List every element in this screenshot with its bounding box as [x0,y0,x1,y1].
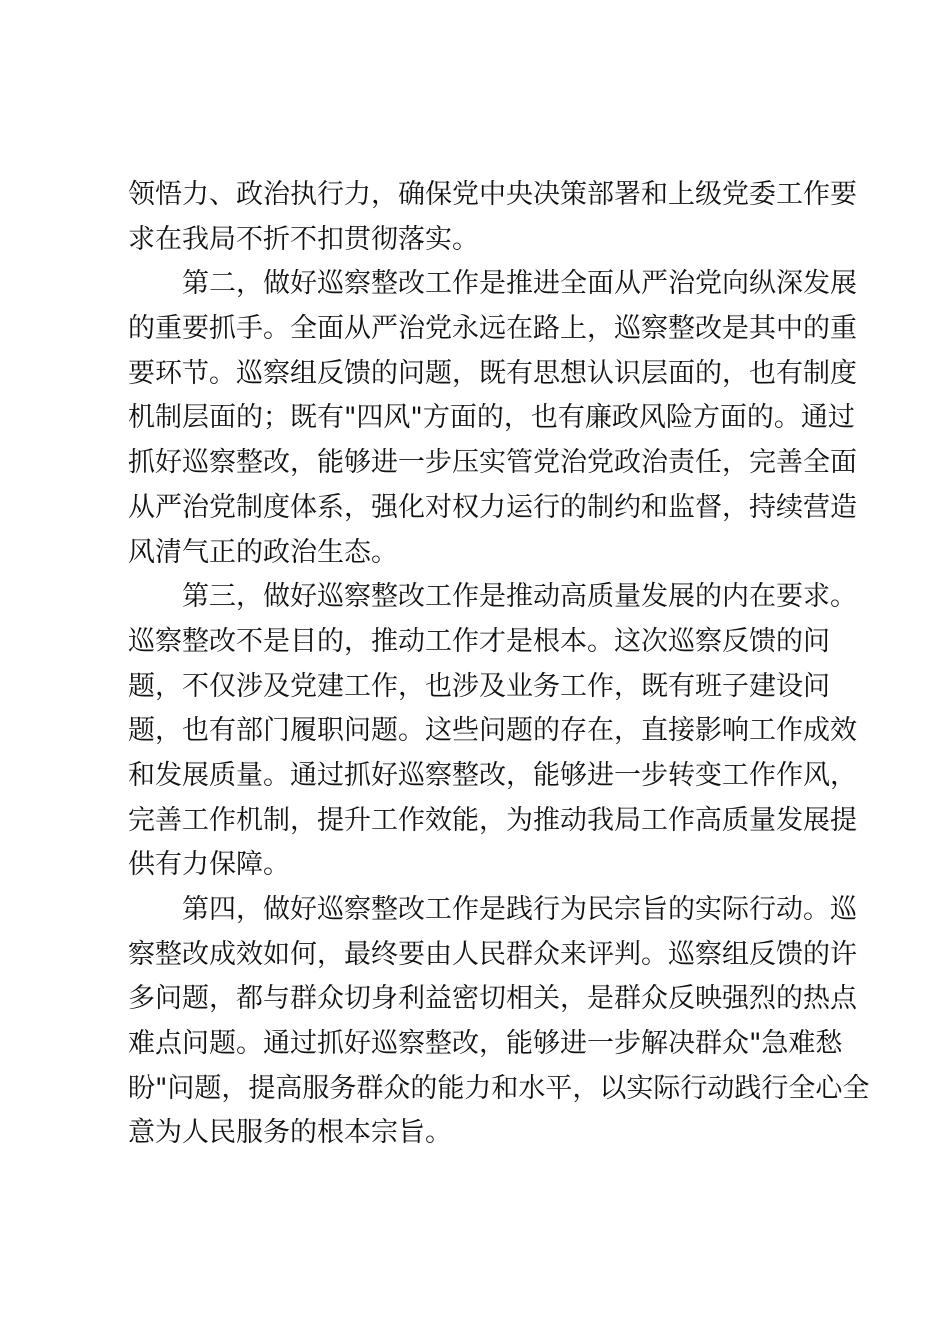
text-line: 要环节。巡察组反馈的问题，既有思想认识层面的，也有制度 [128,357,857,389]
paragraph-continuation [128,173,857,262]
text-line: 抓好巡察整改，能够进一步压实管党治党政治责任，完善全面 [128,447,857,479]
text-line: 第二，做好巡察整改工作是推进全面从严治党向纵深发展 [182,268,857,300]
text-line: 求在我局不折不扣贯彻落实。 [128,223,479,255]
text-line: 完善工作机制，提升工作效能，为推动我局工作高质量发展提 [128,804,857,836]
text-line: 盼"问题，提高服务群众的能力和水平，以实际行动践行全心全 [128,1072,870,1104]
text-line: 的重要抓手。全面从严治党永远在路上，巡察整改是其中的重 [128,313,857,345]
text-line: 察整改成效如何，最终要由人民群众来评判。巡察组反馈的许 [128,938,857,970]
text-line: 多问题，都与群众切身利益密切相关，是群众反映强烈的热点 [128,983,857,1015]
text-line: 难点问题。通过抓好巡察整改，能够进一步解决群众"急难愁 [128,1028,843,1060]
text-line: 意为人民服务的根本宗旨。 [128,1117,452,1149]
text-line: 机制层面的；既有"四风"方面的，也有廉政风险方面的。通过 [128,402,855,434]
text-line: 第四，做好巡察整改工作是践行为民宗旨的实际行动。巡 [182,894,857,925]
text-line: 和发展质量。通过抓好巡察整改，能够进一步转变工作作风， [128,759,857,791]
text-line: 题，不仅涉及党建工作，也涉及业务工作，既有班子建设问 [128,670,830,702]
text-line: 题，也有部门履职问题。这些问题的存在，直接影响工作成效 [128,715,857,747]
text-line: 供有力保障。 [128,849,290,881]
text-line: 领悟力、政治执行力，确保党中央决策部署和上级党委工作要 [128,179,857,210]
paragraph-second [128,262,857,575]
text-line: 从严治党制度体系，强化对权力运行的制约和监督，持续营造 [128,491,857,523]
text-line: 第三，做好巡察整改工作是推动高质量发展的内在要求。 [182,581,857,613]
paragraph-fourth [128,888,870,1156]
paragraph-third [128,575,857,888]
text-line: 巡察整改不是目的，推动工作才是根本。这次巡察反馈的问 [128,625,830,657]
text-line: 风清气正的政治生态。 [128,536,398,568]
document-body [128,173,870,1156]
